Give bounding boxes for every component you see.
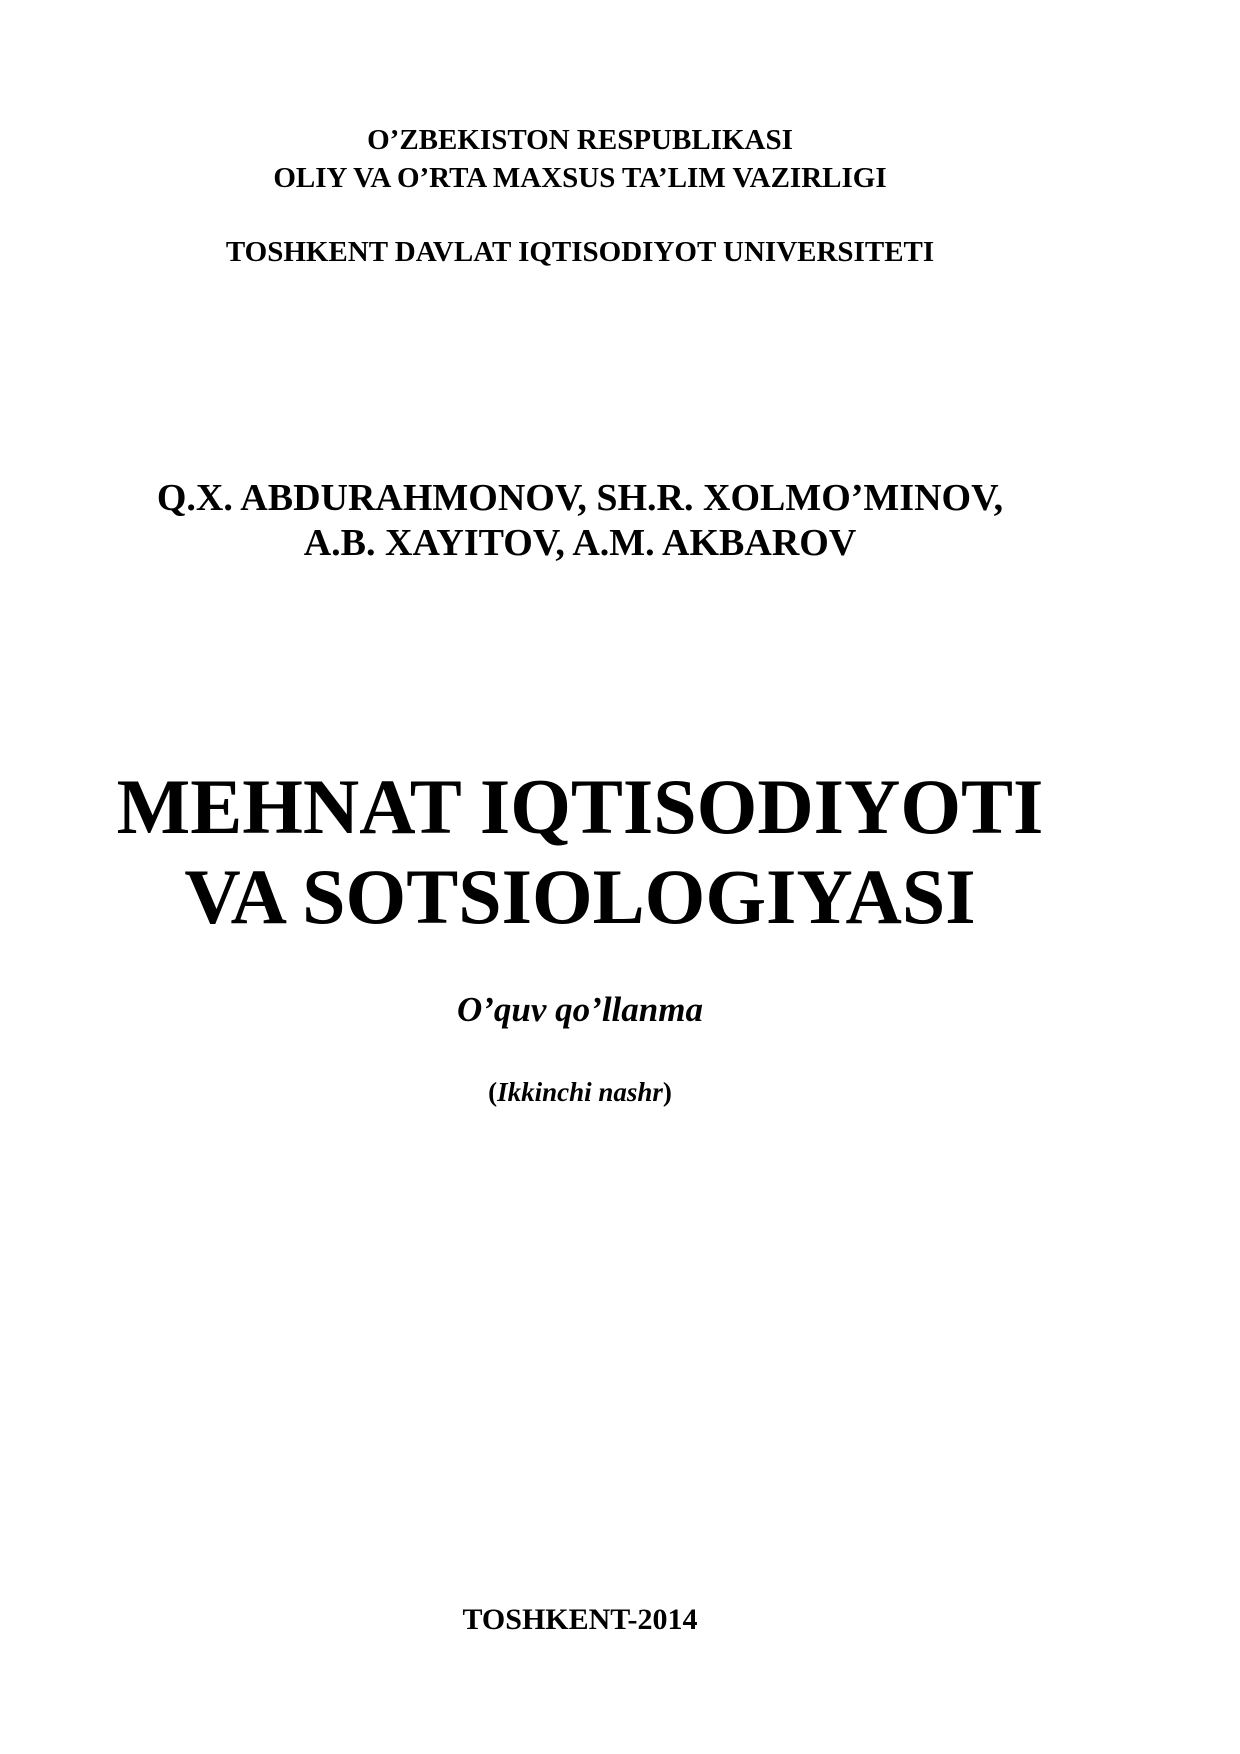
university-heading: TOSHKENT DAVLAT IQTISODIYOT UNIVERSITETI	[225, 236, 935, 268]
book-subtitle: O’quv qo’llanma	[457, 990, 703, 1029]
city-year: TOSHKENT-2014	[462, 1603, 698, 1636]
book-title-line-1: MEHNAT IQTISODIYOTI	[116, 763, 1044, 850]
ministry-heading: OLIY VA O’RTA MAXSUS TA’LIM VAZIRLIGI	[273, 162, 887, 194]
edition-open-paren: (	[488, 1077, 498, 1107]
book-title-line-2: VA SOTSIOLOGIYASI	[184, 853, 976, 940]
edition-close-paren: )	[662, 1077, 672, 1107]
edition-text: Ikkinchi nashr	[497, 1077, 663, 1107]
authors-line-1: Q.X. ABDURAHMONOV, SH.R. XOLMO’MINOV,	[156, 477, 1004, 519]
authors-line-2: A.B. XAYITOV, A.M. AKBAROV	[303, 522, 857, 564]
republic-heading: O’ZBEKISTON RESPUBLIKASI	[367, 124, 793, 156]
edition-note	[0, 1079, 1160, 1106]
